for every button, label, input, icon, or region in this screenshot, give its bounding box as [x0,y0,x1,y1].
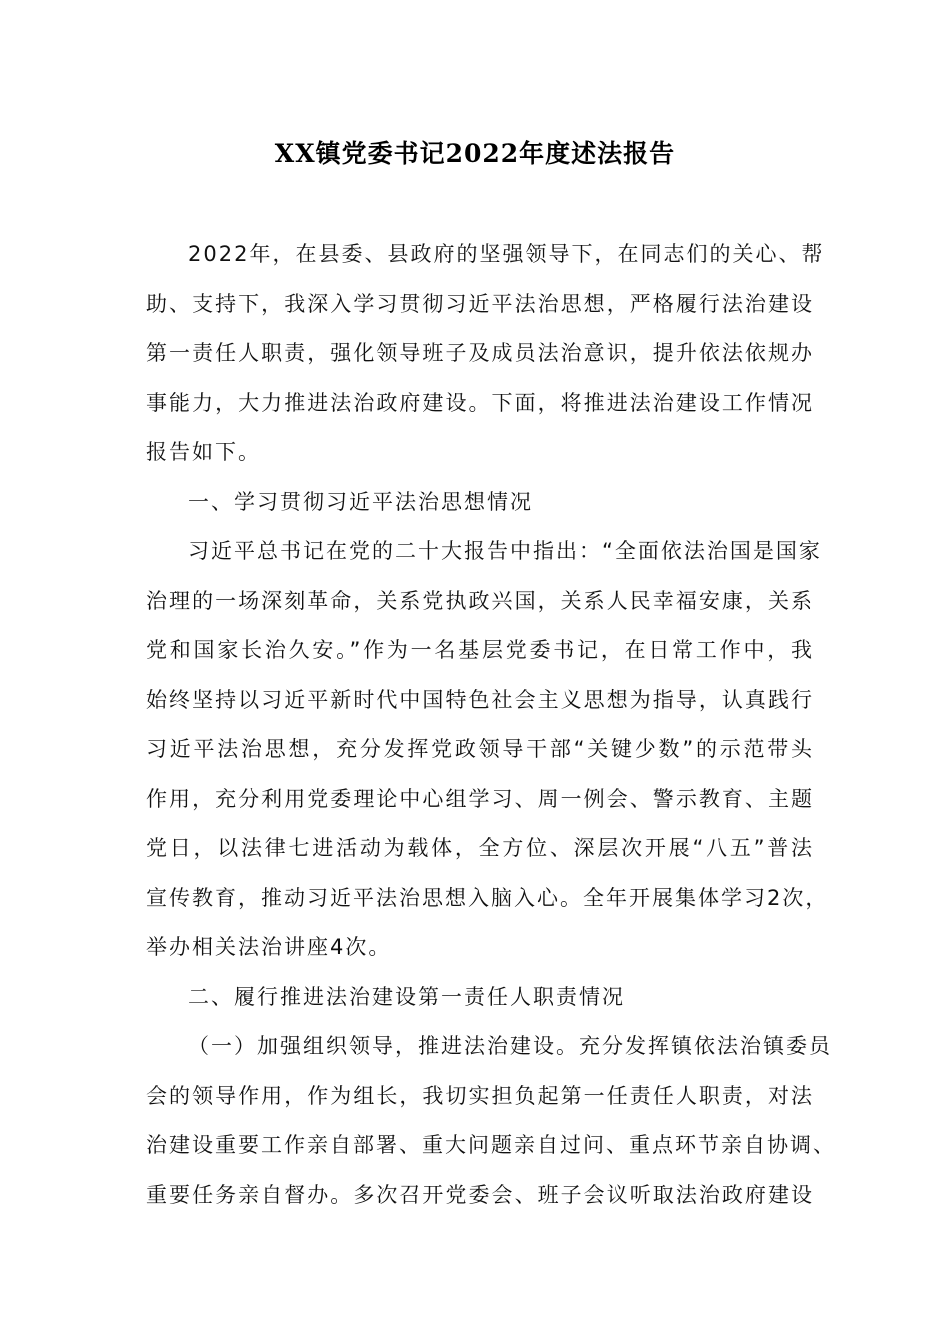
paragraph-line: 事能力，大力推进法治政府建设。下面，将推进法治建设工作情况 [146,390,814,415]
paragraph-line: 2022年，在县委、县政府的坚强领导下，在同志们的关心、帮 [188,242,825,266]
paragraph-line: 报告如下。 [146,440,261,464]
paragraph-line: 党日，以法律七进活动为载体，全方位、深层次开展“八五”普法 [146,836,814,860]
paragraph-line: 举办相关法治讲座4次。 [146,935,392,959]
paragraph-line: 助、支持下，我深入学习贯彻习近平法治思想，严格履行法治建设 [146,291,814,316]
section-heading: 二、履行推进法治建设第一责任人职责情况 [188,984,625,1009]
paragraph-line: 习近平法治思想，充分发挥党政领导干部“关键少数”的示范带头 [146,737,814,761]
paragraph-line: 重要任务亲自督办。多次召开党委会、班子会议听取法治政府建设 [146,1182,814,1207]
paragraph-line: 治建设重要工作亲自部署、重大问题亲自过问、重点环节亲自协调、 [146,1133,836,1157]
paragraph-line: 会的领导作用，作为组长，我切实担负起第一任责任人职责，对法 [146,1083,814,1108]
paragraph-line: 习近平总书记在党的二十大报告中指出：“全面依法治国是国家 [188,539,822,563]
paragraph-line: 作用，充分利用党委理论中心组学习、周一例会、警示教育、主题 [146,786,814,811]
document-body [146,230,836,1220]
document-title: XX镇党委书记2022年度述法报告 [274,139,676,168]
paragraph-line: 始终坚持以习近平新时代中国特色社会主义思想为指导，认真践行 [146,687,814,712]
paragraph-line: 宣传教育，推动习近平法治思想入脑入心。全年开展集体学习2次， [146,885,829,910]
paragraph-line: （一）加强组织领导，推进法治建设。充分发挥镇依法治镇委员 [188,1034,832,1058]
paragraph-line: 治理的一场深刻革命，关系党执政兴国，关系人民幸福安康，关系 [146,588,814,613]
paragraph-line: 党和国家长治久安。”作为一名基层党委书记，在日常工作中，我 [146,638,814,662]
paragraph-line: 第一责任人职责，强化领导班子及成员法治意识，提升依法依规办 [146,341,814,365]
section-heading: 一、学习贯彻习近平法治思想情况 [188,489,533,514]
